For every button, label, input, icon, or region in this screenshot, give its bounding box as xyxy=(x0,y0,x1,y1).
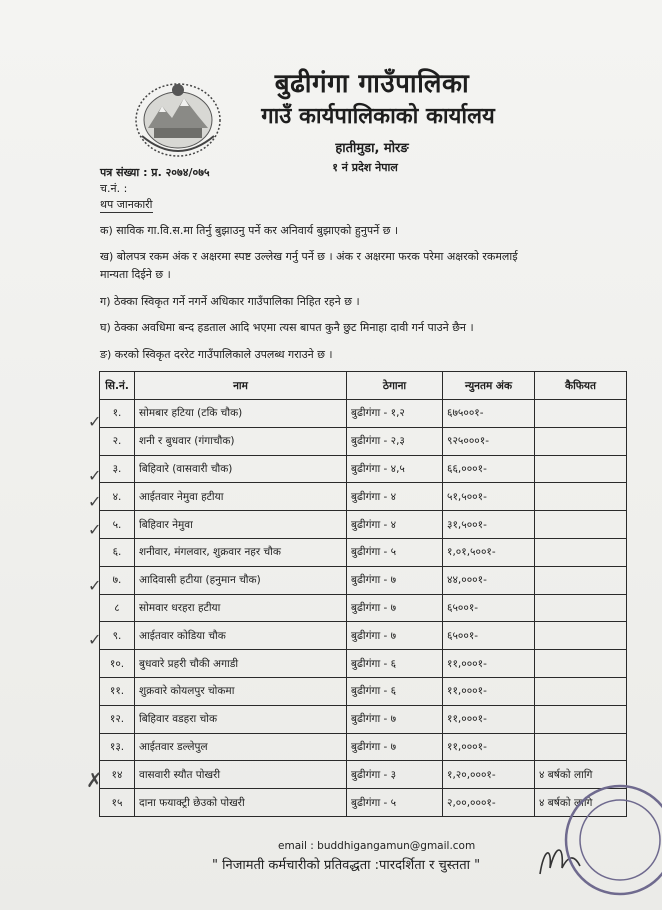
table-header-row xyxy=(100,372,627,400)
table-body xyxy=(100,400,627,817)
cell-name: शनी र बुधवार (गंगाचौक) xyxy=(135,427,347,455)
clause-ga: ग) ठेक्का स्विकृत गर्ने नगर्ने अधिकार गाउँपालिका निहित रहने छ । xyxy=(100,295,360,308)
table-row xyxy=(100,483,627,511)
cell-minimum-amount: ६६,०००१- xyxy=(443,455,535,483)
table-row xyxy=(100,400,627,428)
cell-address: बुढीगंगा - ७ xyxy=(347,705,443,733)
cell-remarks xyxy=(535,455,627,483)
municipality-title: बुढीगंगा गाउँपालिका xyxy=(274,69,470,99)
cell-remarks xyxy=(535,705,627,733)
cell-name: बिहिवार वडहरा चोक xyxy=(135,705,347,733)
table-row xyxy=(100,594,627,622)
cell-serial: २. xyxy=(100,427,135,455)
cell-remarks xyxy=(535,677,627,705)
cell-name: वासवारी स्यौत पोखरी xyxy=(135,761,347,789)
cell-remarks xyxy=(535,566,627,594)
table-row xyxy=(100,427,627,455)
cell-serial: १४ xyxy=(100,761,135,789)
subject-heading: थप जानकारी xyxy=(100,198,153,211)
cell-address: बुढीगंगा - ५ xyxy=(347,789,443,817)
cell-minimum-amount: ३१,५००१- xyxy=(443,511,535,539)
contact-email: email : buddhigangamun@gmail.com xyxy=(278,840,476,852)
cell-minimum-amount: ११,०००१- xyxy=(443,705,535,733)
cell-address: बुढीगंगा - ७ xyxy=(347,622,443,650)
civil-service-motto: " निजामती कर्मचारीको प्रतिवद्धता :पारदर्शिता र चुस्तता " xyxy=(212,858,481,873)
cell-minimum-amount: ११,०००१- xyxy=(443,650,535,678)
cell-serial: १५ xyxy=(100,789,135,817)
cell-minimum-amount: ४४,०००१- xyxy=(443,566,535,594)
check-mark-icon: ✓ xyxy=(88,466,102,485)
clause-gha: घ) ठेक्का अवधिमा बन्द हडताल आदि भएमा त्यस बापत कुनै छुट मिनाहा दावी गर्न पाउने छैन । xyxy=(100,321,474,334)
office-address: हातीमुडा, मोरङ xyxy=(335,141,409,156)
cell-minimum-amount: १,०१,५००१- xyxy=(443,538,535,566)
clause-nga: ङ) करको स्विकृत दररेट गाउँपालिकाले उपलब्ध गराउने छ । xyxy=(100,348,333,361)
office-title: गाउँ कार्यपालिकाको कार्यालय xyxy=(261,104,495,129)
cell-address: बुढीगंगा - ४ xyxy=(347,511,443,539)
cell-remarks xyxy=(535,594,627,622)
header-minimum-amount: न्युनतम अंक xyxy=(443,372,535,400)
table-row xyxy=(100,650,627,678)
cell-remarks xyxy=(535,538,627,566)
cell-minimum-amount: ६५००१- xyxy=(443,594,535,622)
cell-serial: १२. xyxy=(100,705,135,733)
header-serial: सि.नं. xyxy=(100,372,135,400)
cell-minimum-amount: २,००,०००१- xyxy=(443,789,535,817)
header-address: ठेगाना xyxy=(347,372,443,400)
table-row xyxy=(100,538,627,566)
cell-remarks: ४ बर्षको लागि xyxy=(535,789,627,817)
cell-remarks: ४ बर्षको लागि xyxy=(535,761,627,789)
cell-address: बुढीगंगा - ७ xyxy=(347,566,443,594)
cell-address: बुढीगंगा - ६ xyxy=(347,650,443,678)
dispatch-number: च.नं. : xyxy=(100,182,128,195)
cell-name: बिहिवार नेमुवा xyxy=(135,511,347,539)
cell-serial: १३. xyxy=(100,733,135,761)
cell-remarks xyxy=(535,511,627,539)
cell-address: बुढीगंगा - २,३ xyxy=(347,427,443,455)
cell-serial: ६. xyxy=(100,538,135,566)
table-row xyxy=(100,677,627,705)
check-mark-icon: ✓ xyxy=(88,630,102,649)
cell-serial: १०. xyxy=(100,650,135,678)
cell-serial: ३. xyxy=(100,455,135,483)
cell-minimum-amount: १,२०,०००१- xyxy=(443,761,535,789)
cell-address: बुढीगंगा - ७ xyxy=(347,733,443,761)
cell-remarks xyxy=(535,427,627,455)
check-mark-icon: ✓ xyxy=(88,412,102,431)
cell-address: बुढीगंगा - ५ xyxy=(347,538,443,566)
table-row xyxy=(100,511,627,539)
office-stamp xyxy=(560,780,662,900)
check-mark-icon: ✓ xyxy=(88,576,102,595)
cell-remarks xyxy=(535,622,627,650)
cell-name: आदिवासी हटीया (हनुमान चौक) xyxy=(135,566,347,594)
cell-minimum-amount: ५१,५००१- xyxy=(443,483,535,511)
cell-serial: ९. xyxy=(100,622,135,650)
cell-serial: ७. xyxy=(100,566,135,594)
cell-minimum-amount: ६७५००१- xyxy=(443,400,535,428)
cell-serial: ४. xyxy=(100,483,135,511)
cell-address: बुढीगंगा - ४ xyxy=(347,483,443,511)
government-emblem xyxy=(132,76,224,160)
table-row xyxy=(100,789,627,817)
cell-name: बुधवारे प्रहरी चौकी अगाडी xyxy=(135,650,347,678)
reference-number: पत्र संख्या : प्र. २०७४/०७५ xyxy=(100,166,210,179)
cell-name: दाना फयाक्ट्री छेउको पोखरी xyxy=(135,789,347,817)
cell-name: सोमबार हटिया (टकि चौक) xyxy=(135,400,347,428)
cell-name: बिहिवारे (वासवारी चौक) xyxy=(135,455,347,483)
cell-serial: १. xyxy=(100,400,135,428)
province-label: १ नं प्रदेश नेपाल xyxy=(332,161,398,174)
cell-name: शनीवार, मंगलवार, शुक्रवार नहर चौक xyxy=(135,538,347,566)
cell-address: बुढीगंगा - ६ xyxy=(347,677,443,705)
cell-minimum-amount: ११,०००१- xyxy=(443,677,535,705)
check-mark-icon: ✓ xyxy=(88,520,102,539)
cell-name: आईतवार कोडिया चौक xyxy=(135,622,347,650)
table-row xyxy=(100,705,627,733)
table-row xyxy=(100,566,627,594)
cell-serial: ११. xyxy=(100,677,135,705)
cell-remarks xyxy=(535,733,627,761)
table-row xyxy=(100,733,627,761)
cell-serial: ५. xyxy=(100,511,135,539)
clause-ka: क) साविक गा.वि.स.मा तिर्नु बुझाउनु पर्ने कर अनिवार्य बुझाएको हुनुपर्ने छ । xyxy=(100,224,399,237)
cell-address: बुढीगंगा - १,२ xyxy=(347,400,443,428)
cross-mark-icon: ✗ xyxy=(86,768,103,792)
clause-kha: ख) बोलपत्र रकम अंक र अक्षरमा स्पष्ट उल्लेख गर्नु पर्ने छ । अंक र अक्षरमा फरक परेमा अक्षरको रकमलाई xyxy=(100,250,518,263)
cell-minimum-amount: ११,०००१- xyxy=(443,733,535,761)
cell-address: बुढीगंगा - ७ xyxy=(347,594,443,622)
header-remarks: कैफियत xyxy=(535,372,627,400)
cell-name: आईतवार डल्लेपुल xyxy=(135,733,347,761)
clause-kha-continued: मान्यता दिईने छ । xyxy=(100,268,171,281)
cell-remarks xyxy=(535,483,627,511)
cell-address: बुढीगंगा - ३ xyxy=(347,761,443,789)
cell-name: आईतवार नेमुवा हटीया xyxy=(135,483,347,511)
table-row xyxy=(100,622,627,650)
header-name: नाम xyxy=(135,372,347,400)
table-row xyxy=(100,761,627,789)
market-contract-table xyxy=(99,371,627,817)
cell-minimum-amount: ९२५०००१- xyxy=(443,427,535,455)
check-mark-icon: ✓ xyxy=(88,492,102,511)
cell-address: बुढीगंगा - ४,५ xyxy=(347,455,443,483)
cell-remarks xyxy=(535,650,627,678)
cell-remarks xyxy=(535,400,627,428)
cell-minimum-amount: ६५००१- xyxy=(443,622,535,650)
cell-name: शुक्रवारे कोयलपुर चोकमा xyxy=(135,677,347,705)
table-row xyxy=(100,455,627,483)
cell-name: सोमवार धरहरा हटीया xyxy=(135,594,347,622)
cell-serial: ८ xyxy=(100,594,135,622)
